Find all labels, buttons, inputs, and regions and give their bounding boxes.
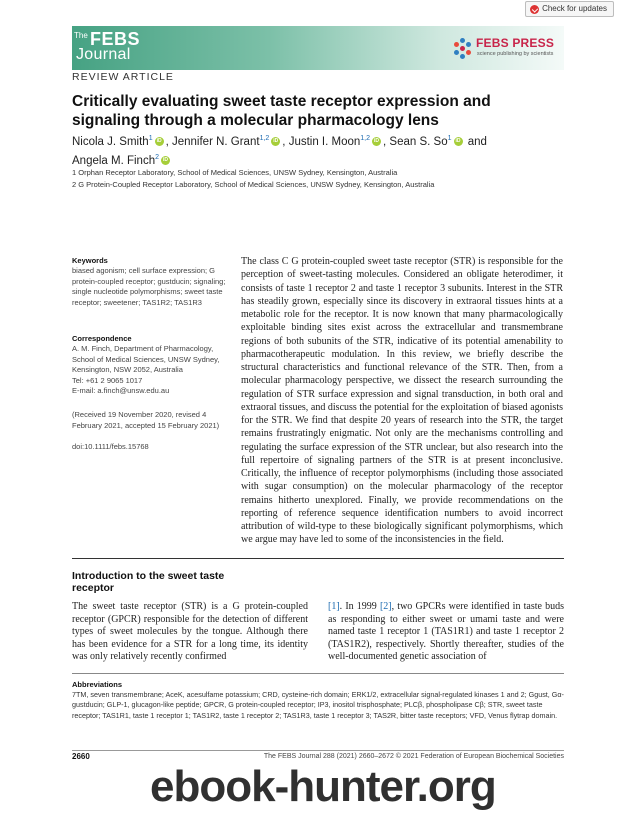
intro-heading: Introduction to the sweet taste receptor — [72, 570, 225, 594]
orcid-icon[interactable]: iD — [163, 157, 169, 164]
author-separator: , — [165, 135, 172, 148]
correspondence-block — [72, 344, 232, 397]
publisher-tagline: science publishing by scientists — [477, 51, 554, 57]
author-name[interactable]: Justin I. Moon — [288, 135, 361, 148]
article-title: Critically evaluating sweet taste receptor expression and signaling through a molecular pharmacology lens — [72, 93, 491, 129]
author-separator: , — [383, 135, 390, 148]
check-for-updates-button[interactable] — [525, 1, 614, 17]
check-updates-label: Check for updates — [542, 4, 607, 13]
check-updates-icon — [530, 5, 539, 14]
author-name[interactable]: Jennifer N. Grant — [171, 135, 260, 148]
page-number: 2660 — [72, 752, 90, 761]
body-text: . In 1999 — [339, 601, 380, 612]
affiliation-1: 1 Orphan Receptor Laboratory, School of Medical Sciences, UNSW Sydney, Kensington, Australia — [72, 168, 398, 177]
publisher-name: FEBS PRESS — [476, 36, 555, 50]
body-column-right — [328, 601, 564, 664]
watermark: ebook-hunter.org — [150, 762, 496, 811]
body-text: , two GPCRs were identified in taste buds as responding to either sweet or umami taste and were named taste 1 receptor 1 (TAS1R1) and taste 1 receptor 2 (TAS1R2), respectively. Shortly thereafter, studies of the well-documented genetic association of — [328, 601, 564, 663]
received-dates: (Received 19 November 2020, revised 4 February 2021, accepted 15 February 2021) — [72, 410, 220, 430]
author-affiliation: 1,2 — [259, 135, 270, 142]
keywords-heading: Keywords — [72, 256, 108, 265]
reference-link[interactable]: [1] — [328, 601, 340, 612]
abbreviations-text: 7TM, seven transmembrane; AceK, acesulfame potassium; CRD, cysteine-rich domain; ERK1/2, extracellular signal-regulated kinases 1 and 2; Ggust, Gα-gustducin; GLP-1, glucagon-like peptide; GPCR, G protein-coupled receptor; IP3, inositol trisphosphate; PLCβ, phospholipase Cβ; STR, sweet taste receptor; TAS1R1, taste 1 receptor 1; TAS1R2, taste 1 receptor 2; TAS1R3, taste 1 receptor 3; TAS2R, bitter taste receptors; VFD, Venus flytrap domain. — [72, 690, 564, 720]
doi-link[interactable]: doi:10.1111/febs.15768 — [72, 442, 149, 451]
author-name[interactable]: Angela M. Finch — [72, 154, 156, 167]
author-affiliation: 1,2 — [360, 135, 371, 142]
febs-press-logo — [452, 36, 564, 62]
footer-divider — [72, 750, 564, 751]
author-name[interactable]: Nicola J. Smith — [72, 135, 149, 148]
footer-citation: The FEBS Journal 288 (2021) 2660–2672 © 2021 Federation of European Biochemical Societies — [263, 753, 564, 760]
keywords-text: biased agonism; cell surface expression; G protein-coupled receptor; gustducin; signaling; single nucleotide polymorphisms; sweet taste receptor; sweetener; TAS1R2; TAS1R3 — [72, 266, 226, 307]
journal-logo-febs: FEBS — [90, 29, 141, 49]
section-divider — [72, 558, 564, 559]
author-name[interactable]: Sean S. So — [389, 135, 448, 148]
abbreviations-divider — [72, 673, 564, 674]
affiliation-2: 2 G Protein-Coupled Receptor Laboratory, School of Medical Sciences, UNSW Sydney, Kensington, Australia — [72, 180, 435, 189]
febs-press-dots-icon — [452, 38, 474, 60]
abbreviations-heading: Abbreviations — [72, 680, 123, 689]
author-affiliation: 1 — [148, 135, 153, 142]
author-list — [72, 131, 562, 169]
journal-logo-journal: Journal — [76, 46, 131, 63]
orcid-icon[interactable]: iD — [156, 138, 162, 145]
orcid-icon[interactable]: iD — [455, 138, 461, 145]
author-affiliation: 2 — [155, 153, 160, 161]
orcid-icon[interactable]: iD — [273, 138, 279, 145]
reference-link[interactable]: [2] — [379, 601, 392, 612]
body-column-left: The sweet taste receptor (STR) is a G protein-coupled receptor (GPCR) responsible for the detection of different types of sweet molecules by the tongue. Although there has been evidence for a STR for a long time, its identity was only relatively recently confirmed — [72, 601, 308, 663]
author-separator: and — [464, 135, 487, 148]
journal-logo-the: The — [74, 31, 88, 40]
correspondence-heading: Correspondence — [72, 334, 132, 343]
correspondence-email[interactable]: E-mail: a.finch@unsw.edu.au — [72, 386, 170, 396]
author-affiliation: 1 — [447, 135, 452, 142]
correspondence-line: Kensington, NSW 2052, Australia — [72, 365, 183, 375]
correspondence-phone: Tel: +61 2 9065 1017 — [72, 375, 143, 385]
orcid-icon[interactable]: iD — [374, 138, 380, 145]
abstract-text: The class C G protein-coupled sweet taste receptor (STR) is responsible for the perception of sweet-tasting molecules. Considered an obligate heterodimer, it consists of taste 1 receptor 2 and taste 1 receptor 3 subunits. Interest in the STR has steadily grown, especially since its discovery in extraoral tissues hints at a metabolic role for the receptor. It is now known that many pharmacologically exploitable binding sites exist across the extracellular and transmembrane regions of both subunits of the STR, indicative of its potential amenability to pharmacotherapeutic modulation. In this review, we briefly describe the structural characteristics and functional relevance of the STR. Then, from a molecular pharmacology perspective, we dissect the research surrounding the regulation of STR surface expression and signal transduction, in both oral and extraoral tissues, and discuss the potential for the exploitation of biased agonists for the STR. We find that despite 20 years of research into the STR, the target remains frustratingly enigmatic. Not only are the mechanisms controlling and regulating the surface expression of the STR unclear, but also research into the full repertoire of signaling partners of the STR is at present inconclusive. Critically, the influence of receptor polymorphisms (including those associated with sugar consumption) on the molecular pharmacology of the receptor remains hitherto unexplored. Finally, we provide recommendations on the reporting of reference sequence identification numbers to avoid incorrect attribution of wild-type to these biologically significant polymorphisms, which we argue may have led to some of the inconsistencies in the field. — [241, 256, 563, 546]
correspondence-line: A. M. Finch, Department of Pharmacology, — [72, 344, 214, 353]
author-separator: , — [282, 135, 289, 148]
correspondence-line: School of Medical Sciences, UNSW Sydney, — [72, 354, 220, 364]
article-type: REVIEW ARTICLE — [72, 71, 174, 83]
